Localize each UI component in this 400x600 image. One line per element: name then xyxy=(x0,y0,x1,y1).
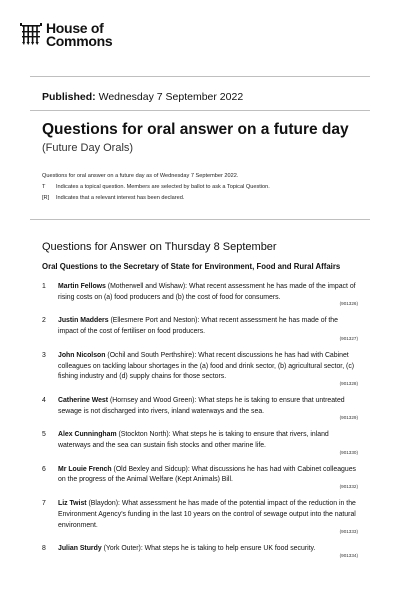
portcullis-icon xyxy=(20,22,42,46)
question-body xyxy=(58,499,358,535)
question-text: What recent assessment he has made of the impact of rising costs on (a) food producers and (b) the cost of food for consumers. xyxy=(58,283,356,301)
member-name: Alex Cunningham xyxy=(58,431,117,439)
published-line xyxy=(42,91,243,103)
question-reference: (901333) xyxy=(339,529,358,535)
question-reference: (901334) xyxy=(339,552,358,558)
question-reference: (901330) xyxy=(339,449,358,455)
member-name: Julian Sturdy xyxy=(58,545,102,553)
constituency: (Hornsey and Wood Green): xyxy=(108,396,199,404)
constituency: (Stockton North): xyxy=(116,431,173,439)
question-item xyxy=(42,499,358,535)
constituency: (Old Bexley and Sidcup): xyxy=(111,465,192,473)
question-item xyxy=(42,465,358,490)
question-item xyxy=(42,544,358,559)
page-subtitle: (Future Day Orals) xyxy=(42,142,134,154)
logo-line-1: House of xyxy=(46,20,104,36)
question-reference: (901328) xyxy=(339,380,358,386)
question-reference: (901326) xyxy=(339,301,358,307)
question-body xyxy=(58,351,358,387)
member-name: Martin Fellows xyxy=(58,283,106,290)
member-name: Justin Madders xyxy=(58,317,109,325)
question-number: 8 xyxy=(42,545,46,553)
constituency: (Motherwell and Wishaw): xyxy=(105,283,189,290)
question-item xyxy=(42,282,358,307)
constituency: (Ochil and South Perthshire): xyxy=(105,351,199,359)
constituency: (Blaydon): xyxy=(86,500,122,508)
published-label: Published: xyxy=(42,91,96,103)
section-heading: Questions for Answer on Thursday 8 September xyxy=(42,241,277,253)
question-text: What assessment he has made of the potential impact of the reduction in the Environment Agency's funding in the last 10 years on the control of sewage output into the natural environment. xyxy=(58,500,356,529)
question-reference: (901329) xyxy=(339,415,358,421)
divider xyxy=(30,110,370,111)
question-reference: (901327) xyxy=(339,335,358,341)
member-name: Mr Louie French xyxy=(58,465,112,473)
question-number: 4 xyxy=(42,396,46,404)
question-text: What discussions he has had with Cabinet colleagues on the progress of the Animal Welfare (Kept Animals) Bill. xyxy=(58,465,356,484)
question-number: 7 xyxy=(42,500,46,508)
divider xyxy=(30,219,370,220)
question-body xyxy=(58,316,358,341)
question-body xyxy=(58,396,358,421)
published-date: Wednesday 7 September 2022 xyxy=(98,91,244,103)
question-body xyxy=(58,430,358,455)
question-item xyxy=(42,316,358,341)
key-row xyxy=(42,193,270,204)
question-number: 1 xyxy=(42,283,46,290)
question-text: What steps he is taking to ensure that untreated sewage is not discharged into rivers, inland waterways and the sea. xyxy=(58,396,345,415)
question-number: 5 xyxy=(42,431,46,439)
key-symbol: [R] xyxy=(42,195,50,201)
house-of-commons-logo xyxy=(20,22,112,48)
question-reference: (901332) xyxy=(339,484,358,490)
question-body xyxy=(58,282,358,307)
logo-line-2: Commons xyxy=(46,33,113,49)
question-item xyxy=(42,351,358,387)
logo-wordmark xyxy=(46,22,112,48)
questions-list xyxy=(42,282,358,568)
question-body xyxy=(58,465,358,490)
question-text: What steps he is taking to help ensure UK food security. xyxy=(144,545,316,553)
question-text: What steps he is taking to ensure that rivers, inland waterways and the sea can sustain fish stocks and other marine life. xyxy=(58,431,329,450)
key-text: Indicates a topical question. Members are selected by ballot to ask a Topical Question. xyxy=(56,184,270,190)
question-text: What recent assessment he has made of the impact of the cost of fertiliser on food producers. xyxy=(58,317,338,336)
question-number: 2 xyxy=(42,317,46,325)
question-body xyxy=(58,544,358,559)
question-number: 3 xyxy=(42,351,46,359)
key-symbol: T xyxy=(42,184,46,190)
key-text: Indicates that a relevant interest has been declared. xyxy=(56,195,185,201)
question-number: 6 xyxy=(42,465,46,473)
constituency: (York Outer): xyxy=(101,545,145,553)
page-title: Questions for oral answer on a future day xyxy=(42,121,349,138)
question-item xyxy=(42,430,358,455)
member-name: Catherine West xyxy=(58,396,109,404)
divider xyxy=(30,76,370,77)
department-heading: Oral Questions to the Secretary of State for Environment, Food and Rural Affairs xyxy=(42,262,341,271)
intro-text: Questions for oral answer on a future day as of Wednesday 7 September 2022. xyxy=(42,173,239,179)
member-name: John Nicolson xyxy=(58,351,106,359)
constituency: (Ellesmere Port and Neston): xyxy=(108,317,202,325)
question-text: What recent discussions he has had with Cabinet colleagues on tackling labour shortages in the (a) food and drink sector, (b) agricultural sector, (c) fishing industry and (d) supply chains for those sectors. xyxy=(58,351,355,381)
key-row xyxy=(42,182,270,193)
member-name: Liz Twist xyxy=(58,500,87,508)
question-item xyxy=(42,396,358,421)
intro-block xyxy=(42,171,270,204)
